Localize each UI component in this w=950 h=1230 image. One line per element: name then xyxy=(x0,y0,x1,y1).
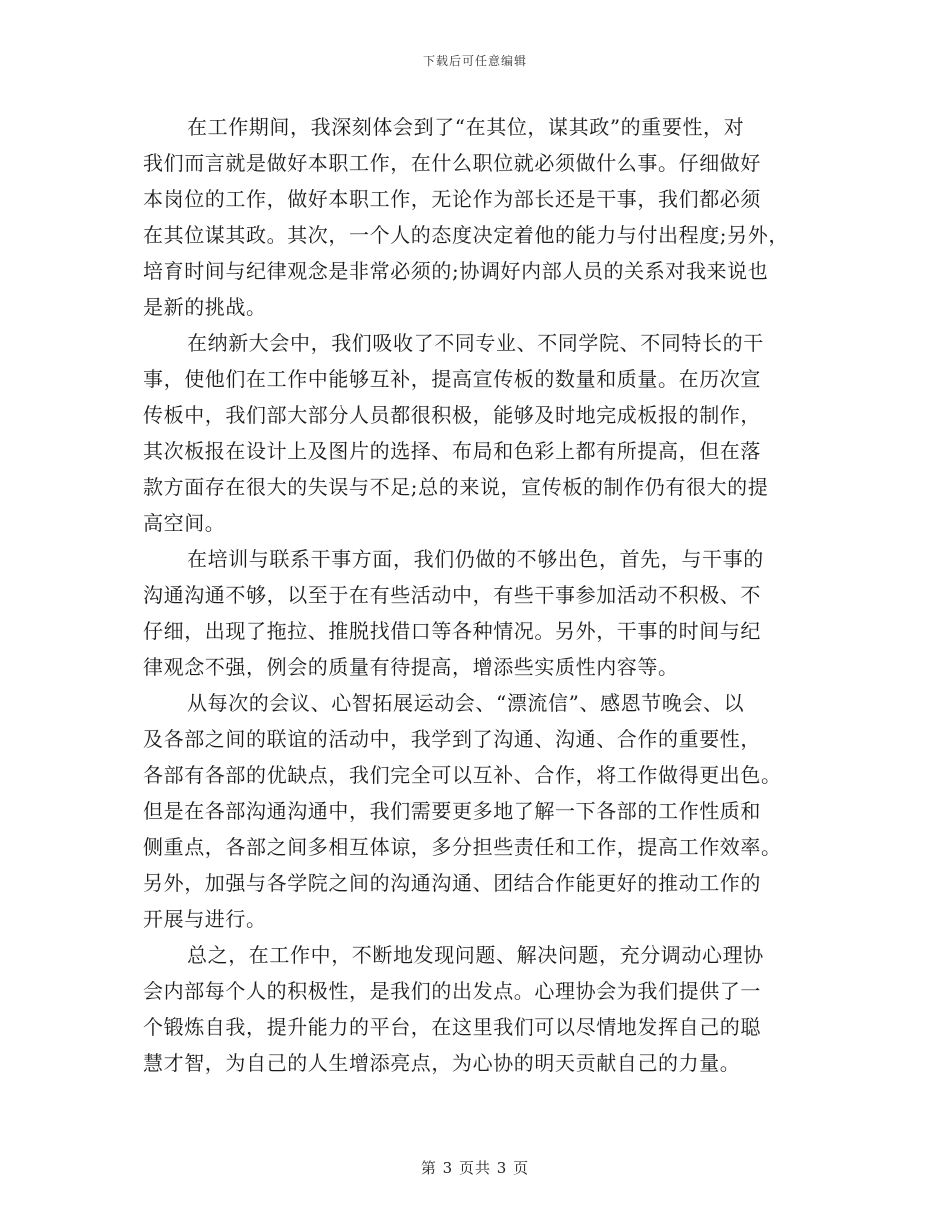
paragraph-5 xyxy=(143,937,808,1081)
text-line: 沟通沟通不够，以至于在有些活动中，有些干事参加活动不积极、不 xyxy=(143,583,761,607)
text-line: 会内部每个人的积极性，是我们的出发点。心理协会为我们提供了一 xyxy=(143,979,761,1003)
text-line: 但是在各部沟通沟通中，我们需要更多地了解一下各部的工作性质和 xyxy=(143,799,761,823)
text-line: 我们而言就是做好本职工作，在什么职位就必须做什么事。仔细做好 xyxy=(143,151,761,175)
paragraph-3 xyxy=(143,541,808,685)
text-line: 培育时间与纪律观念是非常必须的;协调好内部人员的关系对我来说也 xyxy=(143,259,769,283)
text-line: 开展与进行。 xyxy=(143,907,267,931)
text-line: 款方面存在很大的失误与不足;总的来说，宣传板的制作仍有很大的提 xyxy=(143,475,769,499)
text-line: 事，使他们在工作中能够互补，提高宣传板的数量和质量。在历次宣 xyxy=(143,367,761,391)
paragraph-4 xyxy=(143,685,808,937)
document-body xyxy=(143,109,808,1081)
text-line: 在其位谋其政。其次，一个人的态度决定着他的能力与付出程度;另外， xyxy=(143,223,789,247)
text-line: 慧才智，为自己的人生增添亮点，为心协的明天贡献自己的力量。 xyxy=(143,1051,741,1075)
text-line: 在工作期间，我深刻体会到了“在其位，谋其政”的重要性，对 xyxy=(187,115,745,139)
text-line: 个锻炼自我，提升能力的平台，在这里我们可以尽情地发挥自己的聪 xyxy=(143,1015,761,1039)
text-line: 本岗位的工作，做好本职工作，无论作为部长还是干事，我们都必须 xyxy=(143,187,761,211)
page-header: 下载后可任意编辑 xyxy=(422,54,527,68)
text-line: 高空间。 xyxy=(143,511,226,535)
text-line: 律观念不强，例会的质量有待提高，增添些实质性内容等。 xyxy=(143,655,679,679)
text-line: 侧重点，各部之间多相互体谅，多分担些责任和工作，提高工作效率。 xyxy=(143,835,782,859)
page-footer: 第 3 页共 3 页 xyxy=(420,1159,530,1177)
text-line: 总之，在工作中，不断地发现问题、解决问题，充分调动心理协 xyxy=(187,943,764,967)
paragraph-2 xyxy=(143,325,808,541)
paragraph-1 xyxy=(143,109,808,325)
text-line: 另外，加强与各学院之间的沟通沟通、团结合作能更好的推动工作的 xyxy=(143,871,761,895)
text-line: 从每次的会议、心智拓展运动会、“漂流信”、感恩节晚会、以 xyxy=(187,691,745,715)
text-line: 其次板报在设计上及图片的选择、布局和色彩上都有所提高，但在落 xyxy=(143,439,761,463)
text-line: 各部有各部的优缺点，我们完全可以互补、合作，将工作做得更出色。 xyxy=(143,763,782,787)
text-line: 是新的挑战。 xyxy=(143,295,267,319)
text-line: 在培训与联系干事方面，我们仍做的不够出色，首先，与干事的 xyxy=(187,547,764,571)
text-line: 及各部之间的联谊的活动中，我学到了沟通、沟通、合作的重要性， xyxy=(143,727,761,751)
text-line: 在纳新大会中，我们吸收了不同专业、不同学院、不同特长的干 xyxy=(187,331,764,355)
text-line: 传板中，我们部大部分人员都很积极，能够及时地完成板报的制作， xyxy=(143,403,761,427)
text-line: 仔细，出现了拖拉、推脱找借口等各种情况。另外，干事的时间与纪 xyxy=(143,619,761,643)
